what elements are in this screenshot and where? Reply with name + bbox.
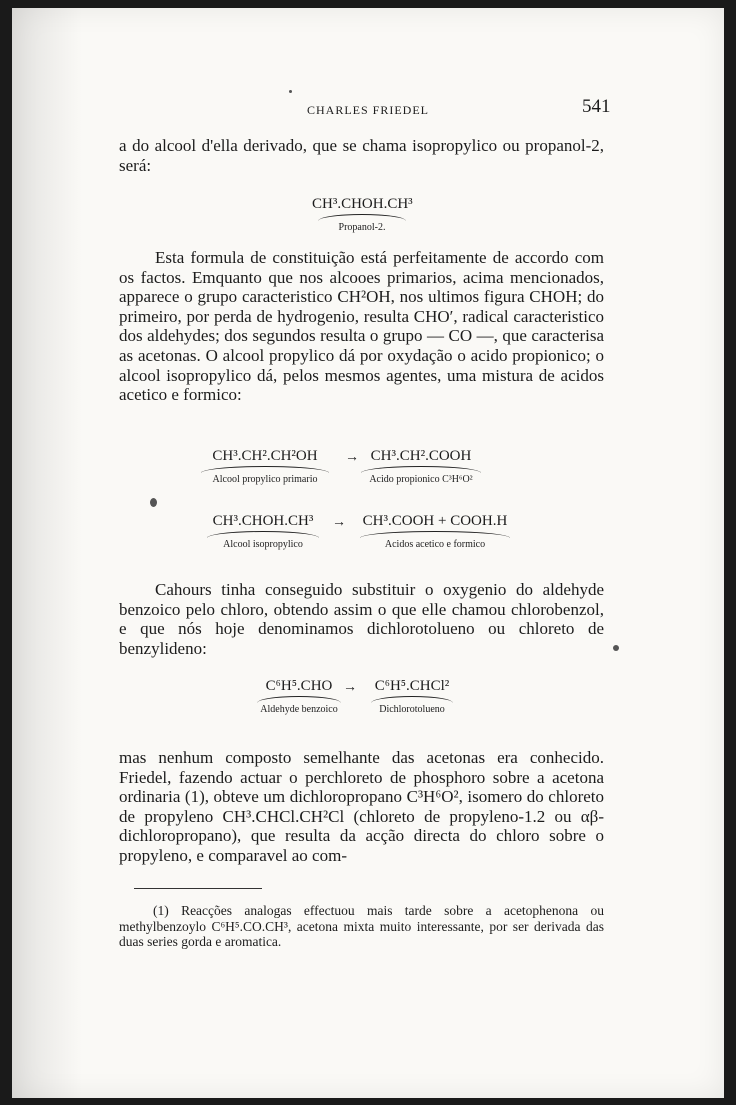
paragraph-intro [119, 136, 604, 175]
brace-mark [361, 466, 481, 473]
reaction-arrow-icon: → [345, 450, 359, 465]
formula-right [362, 678, 462, 715]
formula-left [190, 448, 340, 485]
paragraph-text: a do alcool d'ella derivado, que se chama isopropylico ou propanol-2, será: [119, 136, 604, 175]
formula-caption: Alcool isopropylico [223, 539, 303, 550]
paragraph-text: mas nenhum composto semelhante das acetonas era conhecido. Friedel, fazendo actuar o perchloreto de phosphoro sobre a acetona ordinaria (1), obteve um dichloropropano C³H⁶O², isomero do chloreto de propyleno CH³.CHCl.CH²Cl (chloreto de propyleno-1.2 ou αβ-dichloropropano), que resulta da acção directa do chloro sobre o propyleno, e comparavel ao com- [119, 748, 604, 865]
formula-caption: Aldehyde benzoico [260, 704, 338, 715]
formula-caption: Dichlorotolueno [379, 704, 445, 715]
formula-expression: CH³.CH².CH²OH [212, 448, 318, 464]
formula-caption: Acido propionico C³H⁶O² [369, 474, 473, 485]
paragraph-text: Cahours tinha conseguido substituir o oxygenio do aldehyde benzoico pelo chloro, obtendo assim o que elle chamou chlorobenzol, e que nós hoje denominamos dichlorotolueno ou chloreto de benzylideno: [119, 580, 604, 658]
formula-right [350, 513, 520, 550]
book-page [12, 8, 724, 1098]
page-number: 541 [582, 96, 611, 117]
ink-speck [613, 645, 619, 651]
paragraph-constitution [119, 248, 604, 405]
footnote-text: (1) Reacções analogas effectuou mais tarde sobre a acetophenona ou methylbenzoylo C⁶H⁵.CO.CH³, acetona mixta muito interessante, por ser derivada das duas series gorda e aromatica. [119, 903, 604, 949]
formula-expression: CH³.CH².COOH [370, 448, 472, 464]
brace-mark [371, 696, 453, 703]
footnote-divider [134, 888, 262, 889]
footnote [119, 903, 604, 950]
formula-expression: C⁶H⁵.CHO [265, 678, 333, 694]
brace-mark [318, 214, 406, 221]
ink-speck [150, 498, 157, 507]
page-edge-shadow [12, 8, 82, 1098]
formula-expression: CH³.CHOH.CH³ [212, 513, 314, 529]
formula-caption: Alcool propylico primario [212, 474, 318, 485]
formula-group [312, 196, 412, 233]
reaction-arrow-icon: → [343, 680, 357, 695]
formula-expression: CH³.COOH + COOH.H [362, 513, 508, 529]
formula-right [355, 448, 487, 485]
brace-mark [257, 696, 341, 703]
brace-mark [201, 466, 329, 473]
paragraph-cahours [119, 580, 604, 658]
formula-expression: C⁶H⁵.CHCl² [374, 678, 450, 694]
formula-expression: CH³.CHOH.CH³ [312, 196, 413, 212]
formula-left [198, 513, 328, 550]
reaction-arrow-icon: → [332, 515, 346, 530]
formula-left [244, 678, 354, 715]
paragraph-text: Esta formula de constituição está perfeitamente de accordo com os factos. Emquanto que nos alcooes primarios, acima mencionados, apparece o grupo caracteristico CH²OH, nos ultimos figura CHOH; do primeiro, por perda de hydrogenio, resulta CHO′, radical caracteristico dos aldehydes; dos segundos resulta o grupo — CO —, que caracterisa as acetonas. O alcool propylico dá por oxydação o acido propionico; o alcool isopropylico dá, pelos mesmos agentes, uma mistura de acidos acetico e formico: [119, 248, 604, 405]
brace-mark [207, 531, 319, 538]
paragraph-friedel [119, 748, 604, 866]
formula-caption: Acidos acetico e formico [384, 539, 486, 550]
running-title: CHARLES FRIEDEL [306, 103, 429, 117]
brace-mark [360, 531, 510, 538]
formula-caption: Propanol-2. [338, 222, 386, 233]
ink-speck [289, 90, 292, 93]
